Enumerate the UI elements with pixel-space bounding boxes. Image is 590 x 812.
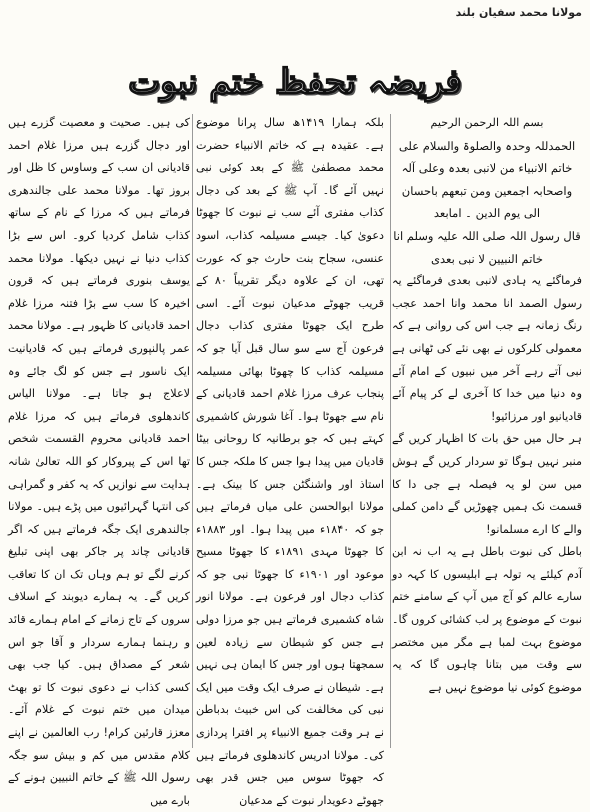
body-paragraph: کی ہیں۔ صحیت و معصیت گزرے ہیں اور دجال گزرے ہیں مرزا غلام احمد قادیانی ان سب کے وساوس کا ظل اور بروز تھا۔ مولانا محمد علی جالندھری فرماتے ہیں کہ مرزا کے نام کے ساتھ کذاب شامل کردیا کرو۔ اس سے بڑا کذاب دنیا نے نہیں دیکھا۔ مولانا محمد یوسف بنوری فرماتے ہیں کہ قرون اخیرہ کا سب سے بڑا فتنہ مرزا غلام احمد قادیانی کا ظہور ہے۔ مولانا محمد عمر پالنپوری فرماتے ہیں کہ قادیانیت ایک ناسور ہے جس کو لگ جائے وہ لاعلاج ہو جاتا ہے۔ مولانا الیاس کاندھلوی فرماتے ہیں کہ مرزا غلام احمد قادیانی محروم القسمت شخص تھا اس کے پیروکار کو اللہ تعالیٰ شانہ ہدایت سے نوازیں کہ یہ کفر و گمراہی کی انتہا گہرائیوں میں پڑے ہیں۔ مولانا جالندھری ایک جگہ فرماتے ہیں کہ اگر قادیانی چاند پر جاکر بھی اپنی تبلیغ کرنے لگے تو ہم وہاں تک ان کا تعاقب کریں گے۔ یہ ہمارے دیوبند کے اسلاف سروں کے تاج زمانے کے امام ہمارے قائد و رہنما ہمارے سردار و آقا جو اس شعر کے مصداق ہیں۔ کیا جب بھی کسی کذاب نے دعوی نبوت کا تو بھٹ میدان میں ختم نبوت کے غلام آئے۔ معزز قارئین کرام! رب العالمین نے اپنے کلام مقدس میں کم و بیش سو جگہ رسول اللہ ﷺ کے خاتم النبیین ہونے کے بارے میں <box>8 116 190 807</box>
bismillah: بسم اللہ الرحمن الرحیم <box>430 116 544 129</box>
text-column-middle <box>196 112 384 807</box>
column-divider <box>390 114 391 748</box>
poem-paragraph-2: ہر حال میں حق بات کا اظہار کریں گے منبر نہیں ہوگا تو سردار کریں گے ہوش میں سن لو یہ فیصلہ ہے جی دا کا قسمت نک ہمیں چھوڑیں گے دامن کملی والے کا ارے مسلمانو! <box>392 432 582 536</box>
text-column-right <box>392 112 582 752</box>
hadith-quote: قال رسول اللہ صلی اللہ علیہ وسلم انا خاتم النبیین لا نبی بعدی <box>393 228 581 266</box>
body-paragraph: باطل کی نبوت باطل ہے یہ اب نہ ابن آدم کیلئے یہ تولہ ہے ابلیسوں کا کہہ دو سارے عالم کو آج میں آپ کے سامنے ختم نبوت کے موضوع پر لب کشائی کروں گا۔ موضوع بہت لمبا ہے مگر میں مختصر سے وقت میں بتانا چاہوں گا کہ یہ موضوع کوئی نیا موضوع نہیں ہے <box>392 545 582 694</box>
title-banner <box>0 56 590 106</box>
column-divider <box>192 114 193 748</box>
author-name: مولانا محمد سفیان بلند <box>455 6 582 19</box>
body-paragraph: بلکہ ہمارا ۱۴۱۹ھ سال پرانا موضوع ہے۔ عقیدہ ہے کہ خاتم الانبیاء حضرت محمد مصطفیٰ ﷺ کے بعد کوئی نبی نہیں آئے گا۔ آپ ﷺ کے بعد کی دجال کذاب مفتری آئے سب نے نبوت کا جھوٹا دعویٰ کیا۔ جیسے مسیلمہ کذاب، اسود عنسی، سجاح بنت حارث جو کہ عورت تھی، ان کے علاوہ دیگر تقریباً ۸۰ کے قریب جھوٹے مدعیان نبوت آئے۔ اسی طرح ایک جھوٹا مفتری کذاب دجال فرعون آج سے سو سال قبل آیا جو کہ مسیلمہ کذاب کا چھوٹا بھائی مسیلمہ پنجاب عرف مرزا غلام احمد قادیانی کے نام سے جھوٹا ہوا۔ آغا شورش کاشمیری کہتے ہیں کہ جو برطانیہ کا روحانی بیٹا قادیان میں پیدا ہوا جس کا ملکہ جس کا استاذ اور واشنگٹن جس کا بینک ہے۔ مولانا ابوالحسن علی میاں فرماتے ہیں جو کہ ۱۸۴۰ء میں پیدا ہوا۔ اور ۱۸۸۳ء کا جھوٹا مہدی ۱۸۹۱ء کا جھوٹا مسیح موعود اور ۱۹۰۱ء کا جھوٹا نبی جو کہ کذاب دجال اور فرعون ہے۔ مولانا انور شاہ کشمیری فرماتے ہیں جو مرزا دولی ہے جس کو شیطان سے زیادہ لعین سمجھتا ہوں اور جس کا ایمان ہی نہیں ہے۔ شیطان نے صرف ایک وقت میں ایک نبی کی مخالفت کی اس خبیث بدباطن نے ہر وقت جمیع الانبیاء پر افترا پردازی کی۔ مولانا ادریس کاندھلوی فرماتے ہیں کہ جھوٹا سوس میں جس قدر بھی جھوٹے دعویدار نبوت کے مدعیان <box>196 116 384 807</box>
poem-paragraph: فرماگئے یہ ہادی لانبی بعدی فرماگئے یہ رسول الصمد انا محمد وانا احمد عجب رنگ زمانہ ہے جب اس کی روانی ہے کہ معمولی کلرکوں نے بھی نئے کی ٹھانی ہے نبی آتے رہے آخر میں نبیوں کے امام آئے وہ دنیا میں خدا کا آخری لے کر پیام آئے قادیانیو اور مرزائیو! <box>392 274 582 423</box>
article-title: فریضہ تحفظ ختم نبوت <box>128 61 462 102</box>
opening-praise: الحمدللہ وحدہ والصلوۃ والسلام علی خاتم الانبیاء من لانبی بعدہ وعلی آلہ واصحابہ اجمعین ومن تبعھم باحسان الی یوم الدین ۔ امابعد <box>398 138 576 221</box>
text-column-left <box>8 112 190 807</box>
